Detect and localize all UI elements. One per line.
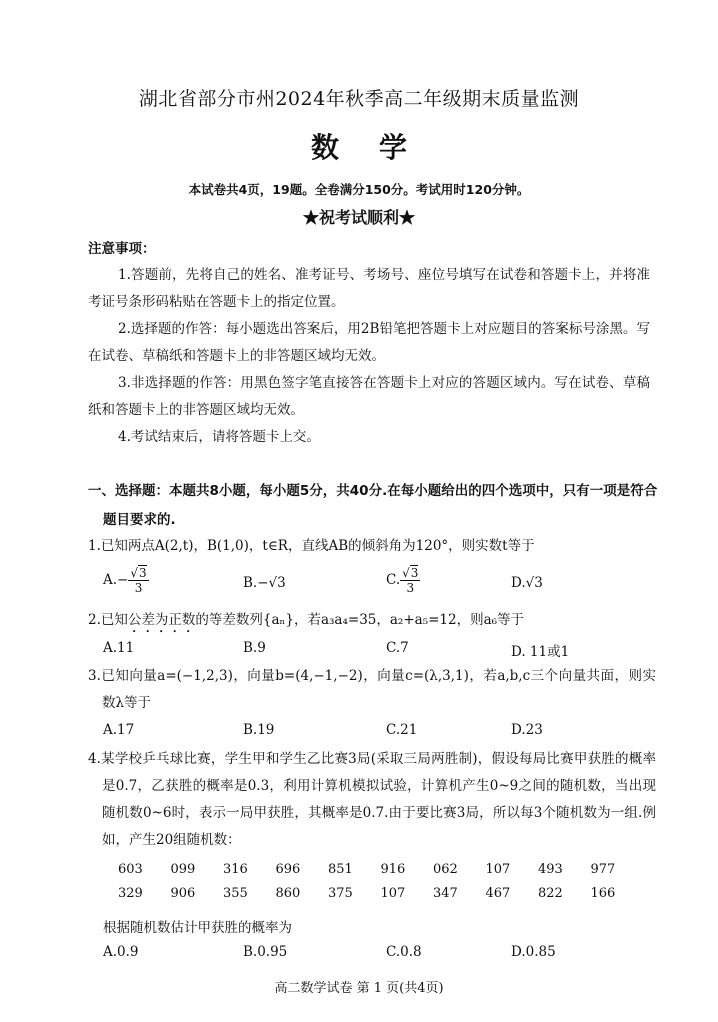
q2-emphasis: 公差为正数 (127, 612, 196, 628)
question-3-stem: 3.已知向量a=(−1,2,3)，向量b=(4,−1,−2)，向量c=(λ,3,1)，若a,b,c三个向量共面，则实数λ等于 (88, 668, 656, 711)
q3-option-d: D.23 (511, 722, 543, 738)
random-number: 851 (328, 862, 353, 877)
notice-item-1: 1.答题前，先将自己的姓名、准考证号、考场号、座位号填写在试卷和答题卡上，并将准考证号条形码粘贴在答题卡上的指定位置。 (88, 267, 650, 310)
q2-prefix: 2.已知 (88, 612, 128, 628)
q4-option-d: D.0.85 (511, 944, 556, 960)
random-number: 467 (485, 886, 511, 901)
q1-a-radicand: 3 (139, 566, 147, 580)
random-number: 375 (328, 886, 353, 901)
q2-option-d: D. 11或1 (511, 644, 570, 660)
question-4-stem: 4.某学校乒乓球比赛，学生甲和学生乙比赛3局(采取三局两胜制)，假设每局比赛甲获胜的概率是0.7，乙获胜的概率是0.3，利用计算机模拟试验，计算机产生0~9之间的随机数，当出现随机数0~6时，表示一局甲获胜，其概率是0.7.由于要比赛3局，所以每3个随机数为一组.例如，产生20组随机数： (88, 751, 656, 848)
q4-option-a: A.0.9 (103, 944, 139, 960)
subject-title: 数学 (310, 131, 447, 164)
random-number: 696 (275, 862, 301, 877)
blessing: ★祝考试顺利★ (302, 208, 415, 227)
exam-title: 湖北省部分市州2024年秋季高二年级期末质量监测 (138, 88, 580, 110)
notice-item-4: 4.考试结束后，请将答题卡上交。 (118, 429, 320, 445)
q1-c-denominator: 3 (406, 581, 415, 595)
random-number: 107 (380, 886, 406, 901)
random-number: 822 (538, 886, 563, 901)
section-heading-text: 一、选择题：本题共8小题，每小题5分，共40分.在每小题给出的四个选项中，只有一项是符合题目要求的. (88, 483, 658, 528)
random-number: 355 (223, 886, 248, 901)
random-number: 347 (433, 886, 458, 901)
random-number: 316 (223, 862, 248, 877)
q4-ask: 根据随机数估计甲获胜的概率为 (103, 920, 292, 936)
exam-info: 本试卷共4页，19题。全卷满分150分。考试用时120分钟。 (188, 182, 530, 197)
q1-option-c (386, 566, 420, 595)
question-2-stem (88, 607, 656, 636)
q1-option-c-prefix: C. (386, 572, 401, 588)
notice-heading: 注意事项： (88, 241, 156, 257)
section-heading (88, 477, 658, 535)
random-number: 906 (170, 886, 196, 901)
random-number: 493 (538, 862, 563, 877)
q2-option-a: A.11 (103, 640, 135, 656)
notice-item-3: 3.非选择题的作答：用黑色签字笔直接答在答题卡上对应的答题区域内。写在试卷、草稿纸和答题卡上的非答题区域均无效。 (88, 375, 650, 418)
random-numbers-row-1 (118, 862, 643, 877)
q3-option-b: B.19 (243, 722, 275, 738)
notice-item-2: 2.选择题的作答：每小题选出答案后，用2B铅笔把答题卡上对应题目的答案标号涂黑。写在试卷、草稿纸和答题卡上的非答题区域均无效。 (88, 321, 650, 364)
q2-rest: 的等差数列{aₙ}，若a₃a₄=35，a₂+a₅=12，则a₆等于 (195, 612, 525, 628)
q2-option-c: C.7 (386, 640, 409, 656)
random-number: 329 (118, 886, 143, 901)
random-number: 916 (380, 862, 406, 877)
q1-option-c-fraction: $\frac{√3}{3}$ (402, 566, 419, 595)
question-1-stem: 1.已知两点A(2,t)，B(1,0)，t∈R，直线AB的倾斜角为120°，则实数t等于 (88, 538, 535, 554)
random-number: 107 (485, 862, 511, 877)
q1-a-denominator: 3 (134, 581, 143, 595)
page-footer: 高二数学试卷 第 1 页(共4页) (274, 981, 444, 996)
random-number: 603 (118, 862, 143, 877)
q1-option-a-prefix: A.− (103, 572, 129, 588)
q1-option-a (103, 566, 149, 595)
random-number: 166 (590, 886, 616, 901)
q4-option-b: B.0.95 (243, 944, 288, 960)
random-number: 860 (275, 886, 301, 901)
q4-option-c: C.0.8 (386, 944, 422, 960)
q1-option-a-fraction: $\frac{√3}{3}$ (130, 566, 147, 595)
random-number: 977 (590, 862, 616, 877)
q3-option-a: A.17 (103, 722, 135, 738)
q1-option-d: D.√3 (511, 575, 543, 591)
q3-option-c: C.21 (386, 722, 418, 738)
random-number: 099 (170, 862, 196, 877)
q2-option-b: B.9 (243, 640, 266, 656)
q1-c-radicand: 3 (410, 566, 419, 580)
q1-option-b: B.−√3 (243, 575, 286, 591)
random-numbers-row-2 (118, 886, 643, 901)
random-number: 062 (433, 862, 458, 877)
